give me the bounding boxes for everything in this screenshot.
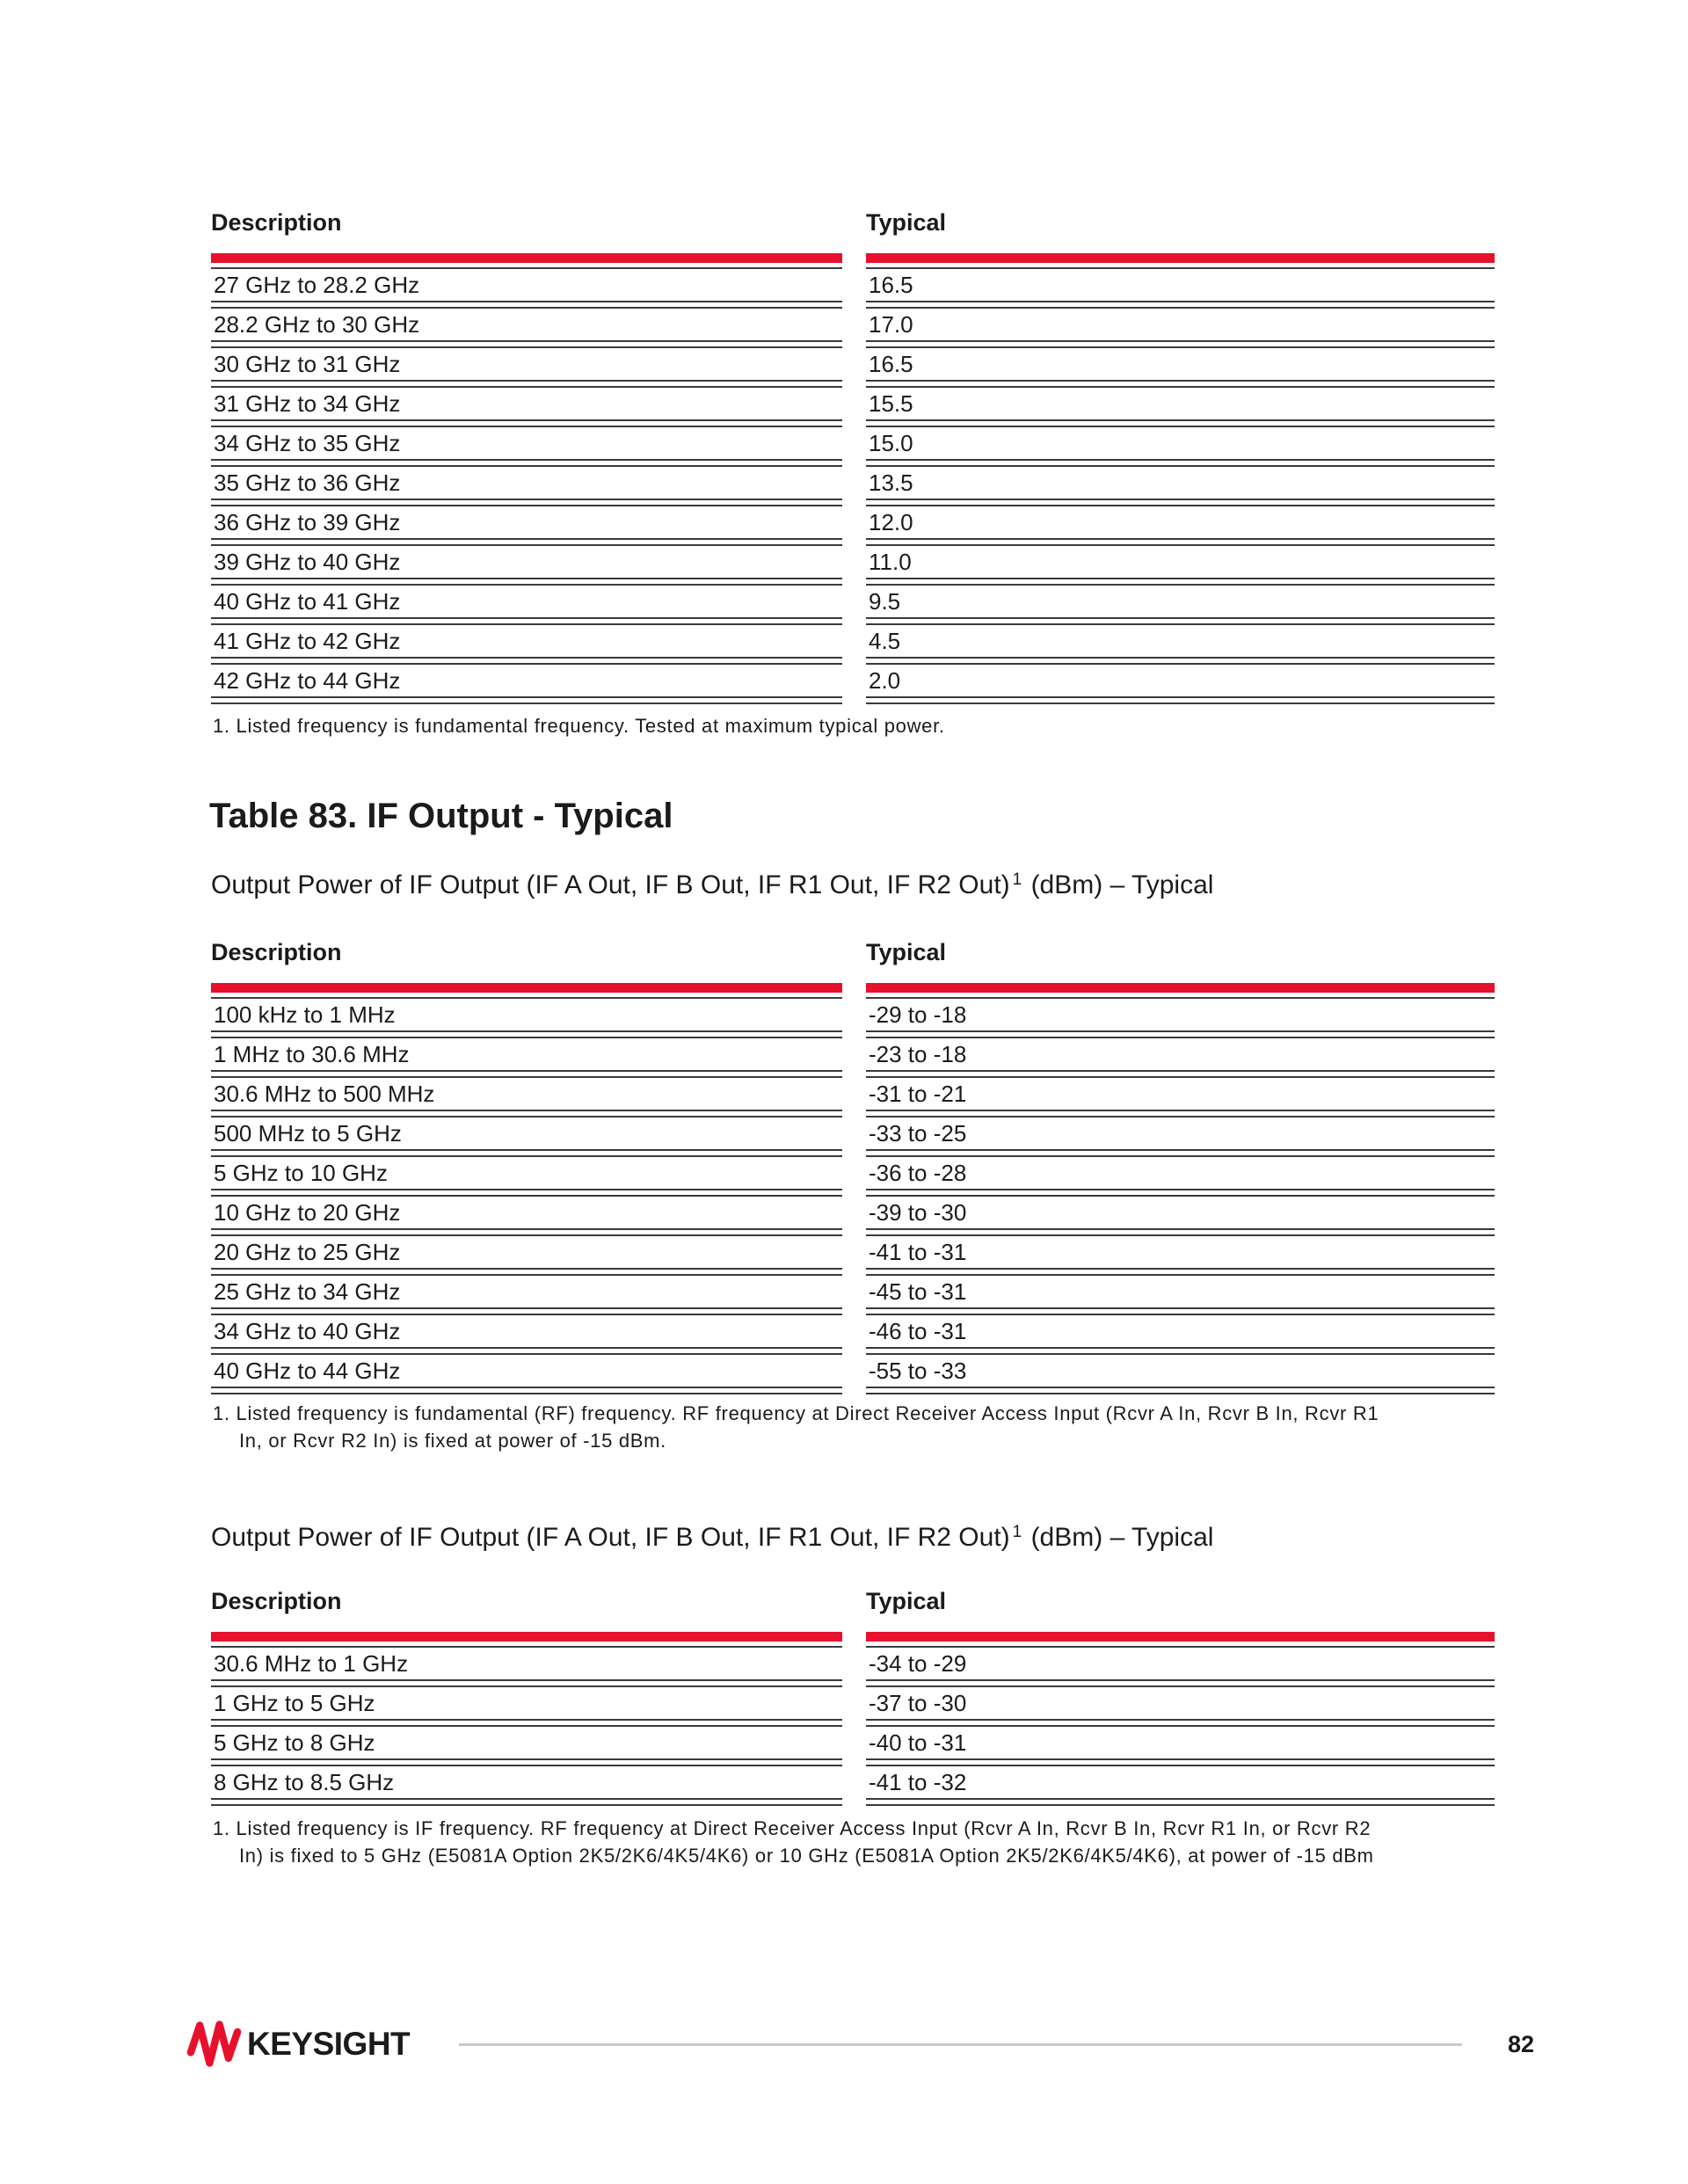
table-end-rule <box>211 1804 842 1806</box>
if-output-intro-2 <box>211 1523 1213 1553</box>
intro-text-tail: (dBm) – Typical <box>1023 1523 1214 1552</box>
intro-text: Output Power of IF Output (IF A Out, IF B Out, IF R1 Out, IF R2 Out) <box>211 1523 1010 1552</box>
table-end-rule <box>866 703 1495 704</box>
table-cell-description: 28.2 GHz to 30 GHz <box>211 307 842 342</box>
page-number: 82 <box>1507 2030 1534 2057</box>
output-power-table-section <box>211 209 1495 704</box>
table-cell-description: 20 GHz to 25 GHz <box>211 1234 842 1270</box>
table-cell-typical: 15.5 <box>866 386 1495 421</box>
table-cell-description: 30.6 MHz to 1 GHz <box>211 1646 842 1681</box>
table-cell-description: 5 GHz to 8 GHz <box>211 1725 842 1760</box>
table-cell-typical: -39 to -30 <box>866 1195 1495 1230</box>
table-accent-bar <box>866 253 1495 263</box>
column-header-description: Description <box>211 209 342 236</box>
table-cell-typical: 4.5 <box>866 623 1495 659</box>
table-cell-description: 1 GHz to 5 GHz <box>211 1685 842 1721</box>
table-cell-typical: -23 to -18 <box>866 1037 1495 1072</box>
table-accent-bar <box>866 983 1495 993</box>
table-cell-description: 34 GHz to 35 GHz <box>211 426 842 461</box>
table-cell-typical: 12.0 <box>866 505 1495 540</box>
table-accent-bar <box>211 983 842 993</box>
keysight-spark-icon <box>187 2020 242 2069</box>
table-end-rule <box>866 1804 1495 1806</box>
table-cell-description: 40 GHz to 44 GHz <box>211 1353 842 1388</box>
table-cell-typical: 16.5 <box>866 346 1495 382</box>
table-end-rule <box>211 1393 842 1394</box>
table-cell-description: 42 GHz to 44 GHz <box>211 663 842 698</box>
if-output-intro-1 <box>211 870 1213 900</box>
if-output-table-section-1 <box>211 939 1495 1394</box>
footnote-line: 1. Listed frequency is IF frequency. RF frequency at Direct Receiver Access Input (Rcvr A In, Rcvr B In, Rcvr R1 In, or Rcvr R2 <box>213 1817 1372 1839</box>
footnote-3 <box>213 1815 1584 1869</box>
footnote-line: In) is fixed to 5 GHz (E5081A Option 2K5/2K6/4K5/4K6) or 10 GHz (E5081A Option 2K5/2K6/4K5/4K6), at power of -15 dBm <box>239 1845 1374 1867</box>
column-header-typical: Typical <box>866 939 947 965</box>
brand-name: KEYSIGHT <box>247 2026 411 2062</box>
table-cell-typical: -33 to -25 <box>866 1116 1495 1151</box>
table-accent-bar <box>211 1632 842 1642</box>
spec-table-1 <box>211 209 1495 704</box>
table-cell-description: 40 GHz to 41 GHz <box>211 584 842 619</box>
table-cell-description: 500 MHz to 5 GHz <box>211 1116 842 1151</box>
table-cell-typical: -34 to -29 <box>866 1646 1495 1681</box>
page-footer <box>187 2016 1534 2072</box>
footnote-1 <box>213 712 1584 739</box>
table-cell-typical: 13.5 <box>866 465 1495 500</box>
table-cell-typical: 15.0 <box>866 426 1495 461</box>
table-cell-description: 8 GHz to 8.5 GHz <box>211 1765 842 1800</box>
table-cell-typical: -41 to -31 <box>866 1234 1495 1270</box>
table-cell-typical: -46 to -31 <box>866 1314 1495 1349</box>
table-cell-description: 41 GHz to 42 GHz <box>211 623 842 659</box>
table-83-heading: Table 83. IF Output - Typical <box>209 797 673 835</box>
footnote-line: 1. Listed frequency is fundamental frequency. Tested at maximum typical power. <box>213 715 945 737</box>
spec-table-2 <box>211 939 1495 1394</box>
table-cell-typical: -29 to -18 <box>866 997 1495 1032</box>
table-cell-typical: -41 to -32 <box>866 1765 1495 1800</box>
if-output-table-section-2 <box>211 1588 1495 1806</box>
table-cell-typical: -45 to -31 <box>866 1274 1495 1309</box>
column-header-description: Description <box>211 939 342 965</box>
table-cell-typical: -31 to -21 <box>866 1076 1495 1111</box>
table-cell-typical: 16.5 <box>866 267 1495 302</box>
table-cell-description: 36 GHz to 39 GHz <box>211 505 842 540</box>
intro-text-tail: (dBm) – Typical <box>1023 870 1214 899</box>
table-end-rule <box>866 1393 1495 1394</box>
table-cell-typical: -36 to -28 <box>866 1155 1495 1190</box>
table-cell-description: 100 kHz to 1 MHz <box>211 997 842 1032</box>
footnote-line: In, or Rcvr R2 In) is fixed at power of -15 dBm. <box>239 1430 666 1452</box>
table-cell-typical: 2.0 <box>866 663 1495 698</box>
table-cell-description: 35 GHz to 36 GHz <box>211 465 842 500</box>
table-cell-description: 39 GHz to 40 GHz <box>211 544 842 579</box>
table-cell-description: 30 GHz to 31 GHz <box>211 346 842 382</box>
footnote-reference: 1 <box>1012 1523 1022 1541</box>
table-cell-typical: 9.5 <box>866 584 1495 619</box>
table-cell-typical: -37 to -30 <box>866 1685 1495 1721</box>
table-accent-bar <box>211 253 842 263</box>
footnote-line: 1. Listed frequency is fundamental (RF) frequency. RF frequency at Direct Receiver Access Input (Rcvr A In, Rcvr B In, Rcvr R1 <box>213 1402 1379 1424</box>
table-cell-description: 34 GHz to 40 GHz <box>211 1314 842 1349</box>
table-cell-description: 27 GHz to 28.2 GHz <box>211 267 842 302</box>
keysight-logo <box>187 2020 410 2069</box>
footnote-reference: 1 <box>1012 870 1022 889</box>
spec-table-3 <box>211 1588 1495 1806</box>
table-cell-typical: -40 to -31 <box>866 1725 1495 1760</box>
footer-rule <box>459 2043 1462 2046</box>
table-cell-description: 5 GHz to 10 GHz <box>211 1155 842 1190</box>
table-end-rule <box>211 703 842 704</box>
column-header-description: Description <box>211 1588 342 1614</box>
table-cell-description: 30.6 MHz to 500 MHz <box>211 1076 842 1111</box>
table-cell-typical: 17.0 <box>866 307 1495 342</box>
table-cell-typical: 11.0 <box>866 544 1495 579</box>
column-header-typical: Typical <box>866 209 947 236</box>
table-cell-description: 1 MHz to 30.6 MHz <box>211 1037 842 1072</box>
intro-text: Output Power of IF Output (IF A Out, IF B Out, IF R1 Out, IF R2 Out) <box>211 870 1010 899</box>
table-cell-description: 10 GHz to 20 GHz <box>211 1195 842 1230</box>
column-header-typical: Typical <box>866 1588 947 1614</box>
table-cell-description: 25 GHz to 34 GHz <box>211 1274 842 1309</box>
table-cell-typical: -55 to -33 <box>866 1353 1495 1388</box>
table-accent-bar <box>866 1632 1495 1642</box>
footnote-2 <box>213 1400 1584 1454</box>
table-cell-description: 31 GHz to 34 GHz <box>211 386 842 421</box>
